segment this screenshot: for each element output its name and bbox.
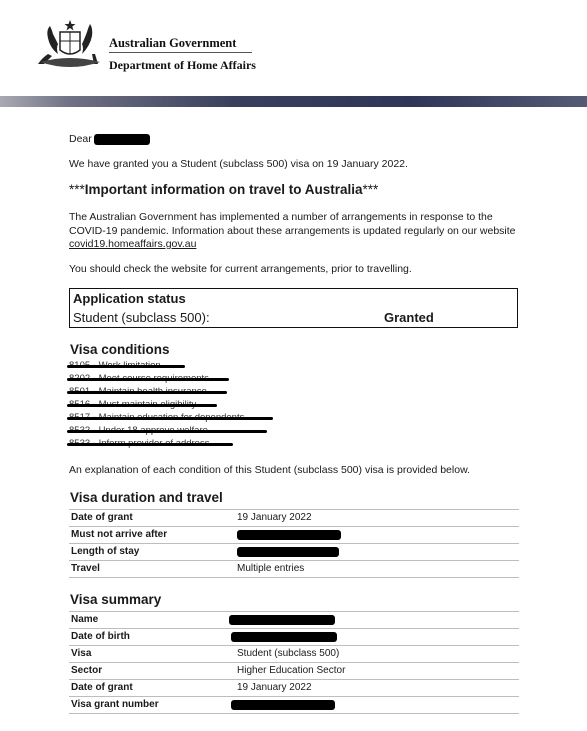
redacted-value (237, 530, 341, 540)
heading-stars-left: *** (69, 182, 85, 197)
redacted-value (231, 632, 337, 642)
condition-strike (67, 430, 267, 433)
heading-text: Important information on travel to Australia (84, 182, 363, 197)
check-website-line: You should check the website for current arrangements, prior to travelling. (69, 263, 412, 275)
condition-strike (67, 365, 185, 368)
website-link[interactable]: covid19.homeaffairs.gov.au (69, 238, 197, 250)
table-row (69, 662, 519, 680)
header-band (0, 96, 587, 107)
letterhead (0, 0, 587, 96)
row-label: Date of grant (71, 512, 133, 523)
row-label: Date of grant (71, 682, 133, 693)
table-row (69, 526, 519, 544)
row-value: Higher Education Sector (237, 665, 346, 676)
table-bottom-rule (69, 713, 519, 714)
heading-stars-right: *** (362, 182, 379, 197)
covid-info-paragraph (69, 211, 524, 252)
row-value: Multiple entries (237, 563, 305, 574)
department-name: Department of Home Affairs (109, 58, 256, 72)
row-label: Name (71, 614, 99, 625)
application-status-title: Application status (73, 291, 186, 306)
condition-strike (67, 391, 227, 394)
row-value: 19 January 2022 (237, 512, 312, 523)
covid-info-text: The Australian Government has implemented a number of arrangements in response to the COVID-19 pandemic. Information about these arrangements is updated regularly on our website (69, 211, 516, 237)
visa-summary-title: Visa summary (70, 592, 162, 607)
condition-strike (67, 417, 273, 420)
table-row (69, 560, 519, 578)
row-label: Visa (71, 648, 92, 659)
grant-statement: We have granted you a Student (subclass 500) visa on 19 January 2022. (69, 158, 408, 170)
row-label: Sector (71, 665, 103, 676)
condition-strike (67, 378, 229, 381)
header-divider (109, 52, 252, 53)
redacted-value (237, 547, 339, 557)
table-row (69, 645, 519, 663)
application-status-box (69, 288, 518, 328)
table-bottom-rule (69, 577, 519, 578)
org-name: Australian Government (109, 36, 237, 50)
condition-strike (67, 404, 217, 407)
important-info-heading (69, 182, 378, 197)
row-label: Visa grant number (71, 699, 159, 710)
condition-strike (67, 443, 233, 446)
row-value: Student (subclass 500) (237, 648, 340, 659)
row-label: Travel (71, 563, 100, 574)
table-row (69, 611, 519, 629)
application-status-label: Student (subclass 500): (73, 310, 210, 325)
row-label: Must not arrive after (71, 529, 168, 540)
visa-conditions-title: Visa conditions (70, 342, 170, 357)
redacted-value (229, 615, 335, 625)
redacted-recipient-name (94, 134, 150, 145)
table-row (69, 628, 519, 646)
salutation: Dear (69, 133, 92, 145)
redacted-value (231, 700, 335, 710)
row-value: 19 January 2022 (237, 682, 312, 693)
table-row (69, 696, 519, 714)
table-row (69, 679, 519, 697)
duration-travel-title: Visa duration and travel (70, 490, 223, 505)
conditions-explanation: An explanation of each condition of this Student (subclass 500) visa is provided below. (69, 464, 470, 476)
row-label: Date of birth (71, 631, 130, 642)
table-row (69, 509, 519, 527)
coat-of-arms-icon (36, 18, 104, 72)
row-label: Length of stay (71, 546, 140, 557)
application-status-value: Granted (384, 310, 434, 325)
table-row (69, 543, 519, 561)
